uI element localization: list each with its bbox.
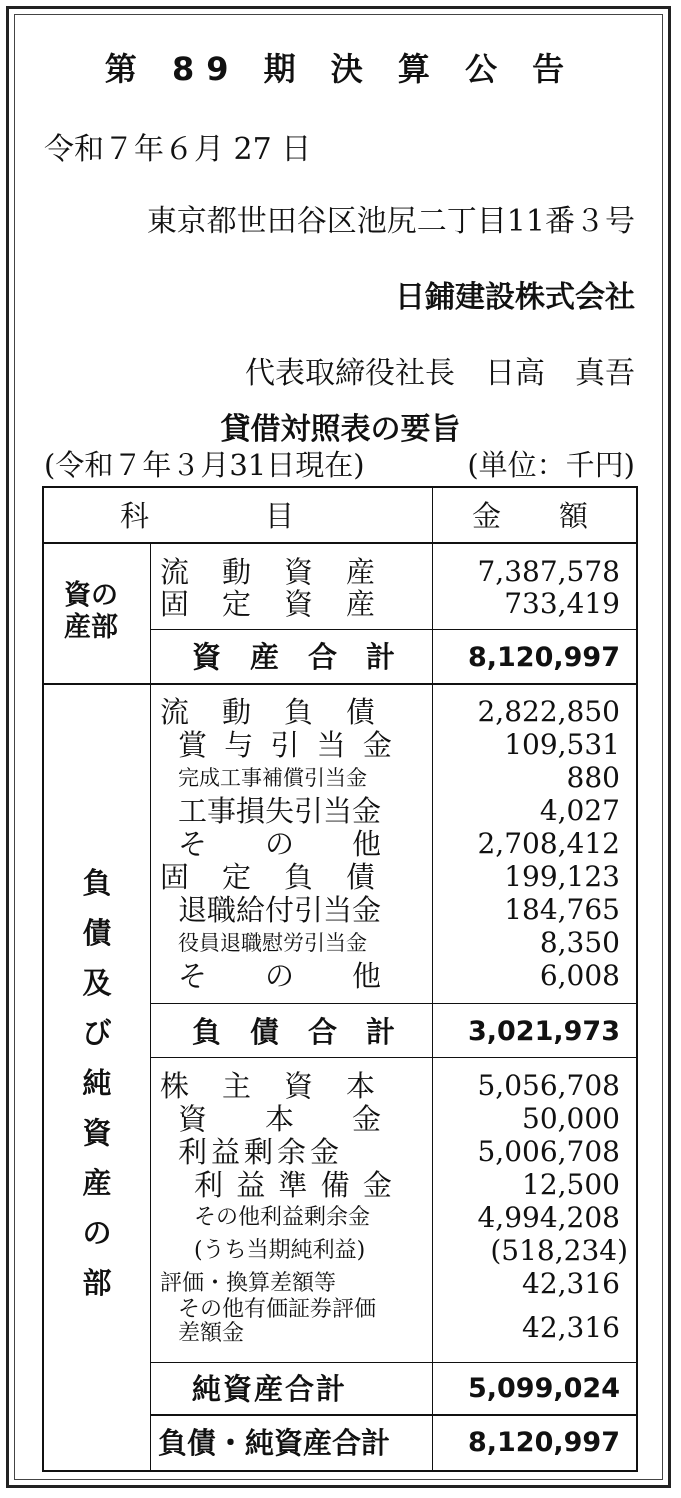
company-name: 日鋪建設株式会社	[395, 280, 635, 315]
fixed-assets-value: 733,419	[504, 587, 620, 620]
equity-total-value: 5,099,024	[467, 1373, 620, 1404]
balance-sheet-table	[42, 486, 638, 1472]
fixed-assets-label: 固 定 資 産	[160, 587, 378, 621]
officer-retirement-value: 8,350	[539, 926, 620, 959]
assets-section-rule	[44, 683, 636, 685]
warranty-provision-label: 完成工事補償引当金	[178, 766, 367, 790]
col-divider-amount	[432, 488, 433, 1470]
securities-valuation-label-2: 差額金	[178, 1321, 245, 1346]
retained-earnings-label: 利益剰余金	[178, 1135, 344, 1169]
assets-total-value: 8,120,997	[467, 642, 620, 673]
grand-total-rule	[150, 1414, 636, 1416]
header-rule	[44, 542, 636, 544]
col-header-amount: 金 額	[472, 499, 589, 533]
as-of-date: (令和７年３月31日現在)	[44, 448, 365, 482]
representative: 代表取締役社長 日高 真吾	[245, 356, 635, 391]
retained-earnings-value: 5,006,708	[477, 1135, 620, 1168]
assets-section-label-2: 産部	[64, 612, 118, 643]
grand-total-label: 負債・純資産合計	[158, 1426, 391, 1460]
shareholders-equity-label: 株 主 資 本	[160, 1069, 378, 1103]
equity-total-label: 純資産合計	[192, 1372, 348, 1406]
assets-total-label: 資 産 合 計	[192, 640, 396, 674]
notice-date: 令和７年６月 27 日	[44, 132, 312, 167]
grand-total-value: 8,120,997	[467, 1427, 620, 1458]
net-income-value: (518,234)	[490, 1234, 628, 1267]
other-retained-label: その他利益剰余金	[194, 1205, 371, 1230]
bonus-provision-label: 賞 与 引 当 金	[178, 728, 396, 762]
capital-stock-value: 50,000	[522, 1102, 620, 1135]
bonus-provision-value: 109,531	[504, 728, 620, 761]
page-title: 第 89 期 決 算 公 告	[104, 50, 577, 88]
current-liab-label: 流 動 負 債	[160, 695, 378, 729]
fixed-liab-label: 固 定 負 債	[160, 860, 378, 894]
securities-valuation-value: 42,316	[522, 1311, 620, 1344]
equity-rule	[150, 1057, 636, 1058]
subtitle: 貸借対照表の要旨	[220, 412, 461, 447]
valuation-adj-label: 評価・換算差額等	[160, 1271, 337, 1296]
officer-retirement-label: 役員退職慰労引当金	[178, 931, 367, 955]
current-assets-label: 流 動 資 産	[160, 555, 378, 589]
unit-label: (単位：千円)	[467, 448, 635, 482]
col-divider-section	[150, 542, 151, 1470]
current-liab-value: 2,822,850	[477, 695, 620, 728]
liab-total-label: 負 債 合 計	[192, 1015, 396, 1049]
other-fixed-liab-value: 6,008	[539, 959, 620, 992]
warranty-provision-value: 880	[566, 761, 620, 794]
liab-equity-section-label: 負債及び純資産の部	[82, 866, 112, 1300]
other-retained-value: 4,994,208	[477, 1201, 620, 1234]
assets-total-rule	[150, 629, 636, 630]
retirement-provision-value: 184,765	[504, 893, 620, 926]
current-assets-value: 7,387,578	[477, 555, 620, 588]
retirement-provision-label: 退職給付引当金	[178, 893, 382, 927]
shareholders-equity-value: 5,056,708	[477, 1069, 620, 1102]
other-fixed-liab-label: そ の 他	[178, 959, 382, 993]
fixed-liab-value: 199,123	[504, 860, 620, 893]
loss-provision-value: 4,027	[539, 794, 620, 827]
securities-valuation-label: その他有価証券評価	[178, 1297, 377, 1322]
legal-reserve-label: 利 益 準 備 金	[194, 1168, 394, 1202]
other-current-liab-label: そ の 他	[178, 827, 382, 861]
other-current-liab-value: 2,708,412	[477, 827, 620, 860]
equity-total-rule	[150, 1362, 636, 1363]
col-header-item: 科 目	[120, 499, 295, 533]
liab-total-value: 3,021,973	[467, 1016, 620, 1047]
liab-total-rule	[150, 1003, 636, 1004]
legal-reserve-value: 12,500	[522, 1168, 620, 1201]
assets-section-label-1: 資の	[64, 580, 118, 611]
capital-stock-label: 資 本 金	[178, 1102, 382, 1136]
valuation-adj-value: 42,316	[522, 1267, 620, 1300]
loss-provision-label: 工事損失引当金	[178, 794, 382, 828]
net-income-label: (うち当期純利益)	[194, 1238, 366, 1263]
company-address: 東京都世田谷区池尻二丁目11番３号	[146, 204, 635, 239]
